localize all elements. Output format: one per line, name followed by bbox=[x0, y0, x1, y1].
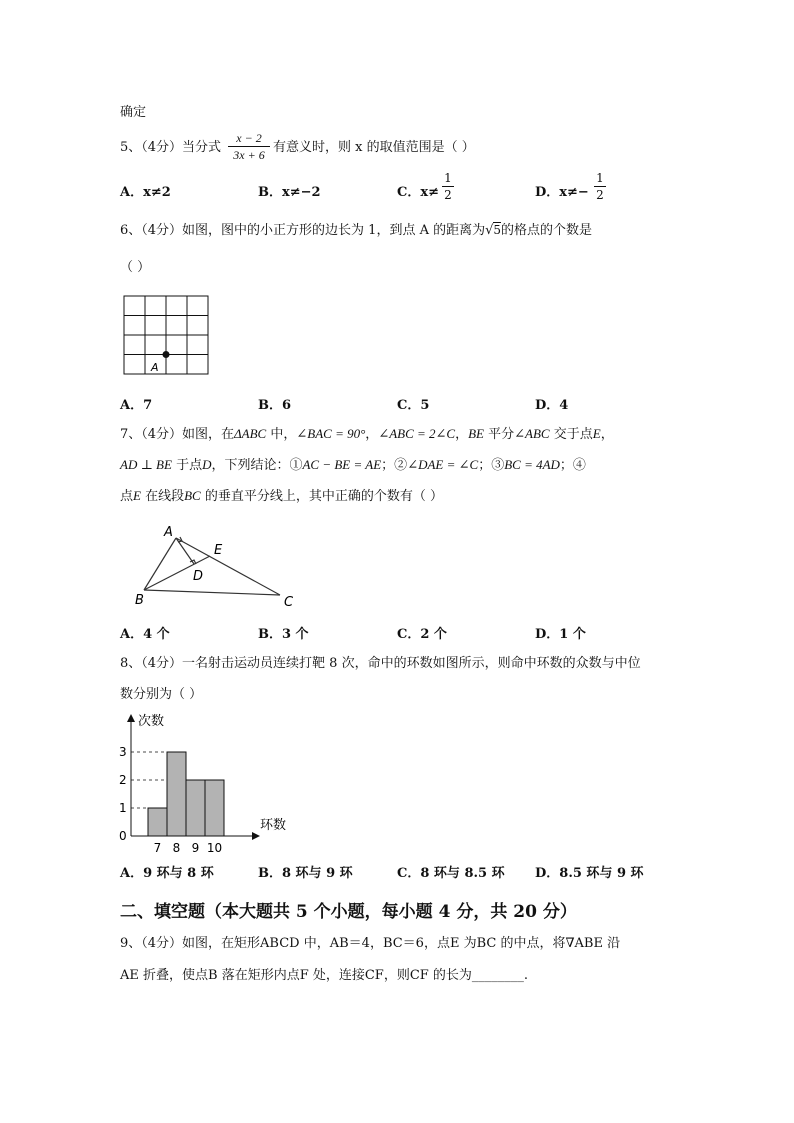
q7-l3a: 点 bbox=[120, 489, 134, 504]
q7-label-a: A bbox=[164, 525, 173, 540]
q7-l2h: ；③ bbox=[478, 458, 505, 473]
q5-option-d-num: 1 bbox=[596, 171, 604, 185]
q7-l1m: ， bbox=[600, 427, 614, 442]
q7-l3c: 在线段 bbox=[140, 489, 185, 504]
q6-sqrt-value: 5 bbox=[493, 223, 502, 237]
q7-l1g: ， bbox=[455, 427, 469, 442]
q6-text-after: 的格点的个数是 bbox=[501, 223, 593, 238]
q7-option-d[interactable]: D．1 个 bbox=[535, 627, 586, 642]
q7-label-b: B bbox=[135, 593, 144, 608]
q7-l3d: BC bbox=[184, 488, 201, 503]
q7-l2d: ，下列结论：① bbox=[211, 458, 303, 473]
q7-l2b: 于点 bbox=[171, 458, 203, 473]
q9-line2: AE 折叠，使点B 落在矩形内点F 处，连接CF，则CF 的长为________. bbox=[120, 968, 529, 983]
q8-option-b[interactable]: B．8 环与 9 环 bbox=[258, 866, 353, 881]
q5-option-c-den: 2 bbox=[444, 188, 452, 202]
q7-line3 bbox=[120, 487, 443, 506]
q6-option-b[interactable]: B．6 bbox=[258, 398, 292, 413]
q6-option-d[interactable]: D．4 bbox=[535, 398, 569, 413]
chart-bar bbox=[186, 780, 205, 836]
q7-l1e: ， bbox=[365, 427, 379, 442]
chart-y-axis-label: 次数 bbox=[138, 714, 165, 729]
chart-x-tick-label: 9 bbox=[191, 841, 200, 855]
q7-l2j: ；④ bbox=[559, 458, 586, 473]
carryover-text: 确定 bbox=[120, 105, 147, 120]
q7-line2 bbox=[120, 456, 586, 475]
chart-bar bbox=[205, 780, 224, 836]
q7-l1d: ∠BAC = 90° bbox=[296, 426, 366, 441]
q8-option-d[interactable]: D．8.5 环与 9 环 bbox=[535, 866, 644, 881]
q7-label-d: D bbox=[193, 569, 204, 584]
q8-option-c[interactable]: C．8 环与 8.5 环 bbox=[397, 866, 505, 881]
q7-line1 bbox=[120, 425, 614, 444]
chart-y-tick-label: 3 bbox=[119, 745, 127, 759]
q6-point-a bbox=[163, 351, 170, 358]
q5-option-c-fraction bbox=[442, 171, 454, 202]
chart-y-tick-label: 0 bbox=[119, 829, 127, 843]
q7-l1c: 中， bbox=[266, 427, 297, 442]
q5-fraction bbox=[228, 131, 270, 162]
q7-l1h: BE bbox=[468, 426, 484, 441]
chart-x-tick-label: 10 bbox=[206, 841, 223, 855]
q6-grid-figure bbox=[122, 294, 212, 378]
q7-l1j: ∠ABC bbox=[514, 426, 550, 441]
q8-line2: 数分别为（ ） bbox=[120, 687, 203, 702]
q5-option-b[interactable]: B．x≠−2 bbox=[258, 185, 321, 200]
q5-option-d-fraction bbox=[594, 171, 606, 202]
q7-triangle-figure bbox=[130, 520, 310, 612]
chart-x-tick-label: 8 bbox=[172, 841, 181, 855]
q8-line1: 8、（4分）一名射击运动员连续打靶 8 次，命中的环数如图所示，则命中环数的众数与中位 bbox=[120, 656, 641, 671]
q7-l1l: E bbox=[592, 426, 601, 441]
q5-option-c[interactable]: C．x≠ bbox=[397, 185, 439, 200]
q7-l2a: AD ⊥ BE bbox=[120, 457, 172, 472]
q5-fraction-numerator: x − 2 bbox=[236, 131, 262, 145]
q7-l1k: 交于点 bbox=[549, 427, 593, 442]
q6-question-text: 6、（4分）如图，图中的小正方形的边长为 1，到点 A 的距离为√5的格点的个数是 bbox=[120, 223, 593, 238]
q7-l2g: ∠DAE = ∠C bbox=[407, 457, 479, 472]
q7-l2e: AC − BE = AE bbox=[302, 457, 382, 472]
chart-y-tick-label: 1 bbox=[119, 801, 127, 815]
q7-l1i: 平分 bbox=[484, 427, 515, 442]
q5-option-a[interactable]: A．x≠2 bbox=[120, 185, 171, 200]
q8-bar-chart bbox=[114, 710, 304, 858]
q7-l1f: ∠ABC = 2∠C bbox=[378, 426, 456, 441]
q7-label-c: C bbox=[284, 595, 294, 610]
q5-option-c-num: 1 bbox=[444, 171, 452, 185]
q6-option-a[interactable]: A．7 bbox=[120, 398, 153, 413]
q5-option-d-den: 2 bbox=[596, 188, 604, 202]
q9-line1: 9、（4分）如图，在矩形ABCD 中，AB＝4，BC＝6，点E 为BC 的中点，将∇ABE 沿 bbox=[120, 936, 621, 951]
q7-option-b[interactable]: B．3 个 bbox=[258, 627, 309, 642]
q7-option-c[interactable]: C．2 个 bbox=[397, 627, 447, 642]
chart-x-tick-label: 7 bbox=[153, 841, 162, 855]
q6-text-before: 6、（4分）如图，图中的小正方形的边长为 1，到点 A 的距离为 bbox=[120, 223, 486, 238]
q7-l1b: ΔABC bbox=[234, 426, 267, 441]
q7-l3b: E bbox=[133, 488, 141, 503]
q7-l3e: 的垂直平分线上，其中正确的个数有（ ） bbox=[200, 489, 443, 504]
chart-bar bbox=[167, 752, 186, 836]
section-title: 二、填空题（本大题共 5 个小题，每小题 4 分，共 20 分） bbox=[120, 902, 577, 922]
q7-l2i: BC = 4AD bbox=[504, 457, 560, 472]
q7-l2f: ；② bbox=[381, 458, 408, 473]
q8-option-a[interactable]: A．9 环与 8 环 bbox=[120, 866, 214, 881]
chart-bar bbox=[148, 808, 167, 836]
chart-y-tick-label: 2 bbox=[119, 773, 127, 787]
q6-option-c[interactable]: C．5 bbox=[397, 398, 430, 413]
q7-label-e: E bbox=[214, 543, 223, 558]
q7-option-a[interactable]: A．4 个 bbox=[120, 627, 170, 642]
q6-answer-paren: （ ） bbox=[120, 260, 151, 275]
q5-option-d[interactable]: D．x≠− bbox=[535, 185, 589, 200]
q7-l2c: D bbox=[202, 457, 212, 472]
q7-l1a: 7、（4分）如图，在 bbox=[120, 427, 235, 442]
chart-x-axis-label: 环数 bbox=[260, 818, 287, 833]
q5-prefix: 5、（4分）当分式 bbox=[120, 140, 222, 155]
q6-point-a-label: A bbox=[151, 361, 159, 374]
q5-suffix: 有意义时，则 x 的取值范围是（ ） bbox=[273, 140, 475, 155]
q5-fraction-denominator: 3x + 6 bbox=[233, 148, 265, 162]
